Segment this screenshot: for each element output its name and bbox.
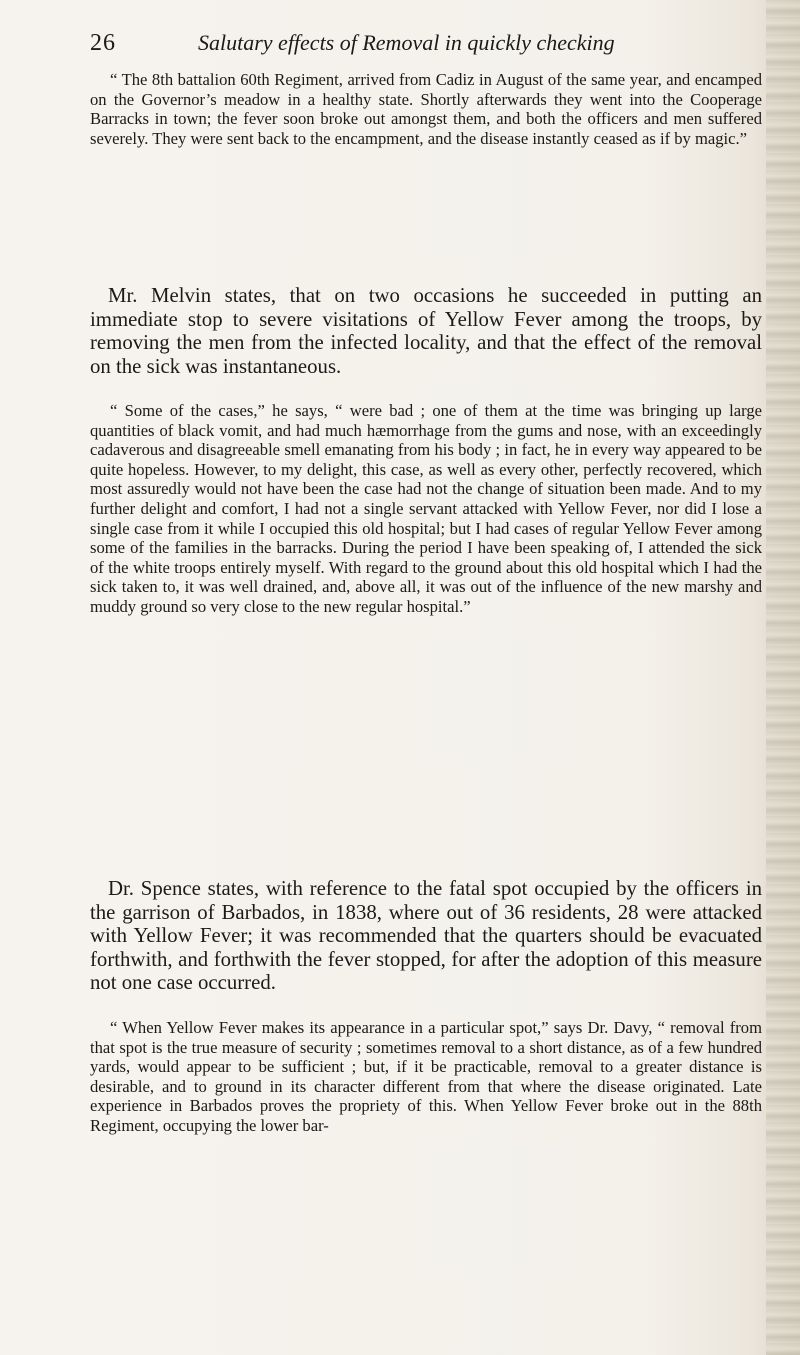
quote-paragraph-3: “ When Yellow Fever makes its appearance in a particular spot,” says Dr. Davy, “ removal from that spot is the true measure of security ; sometimes removal to a short distance, as of a few hundred yards, would appear to be sufficient ; but, if it be practicable, removal to a greater distance is desirable, and to ground in its character different from that where the disease originated. Late experience in Barbados proves the propriety of this. When Yellow Fever broke out in the 88th Regiment, occupying the lower bar- — [90, 1018, 762, 1135]
body-paragraph-melvin: Mr. Melvin states, that on two occasions he succeeded in putting an immediate stop to severe visitations of Yellow Fever among the troops, by removing the men from the infected locality, and that the effect of the removal on the sick was instantaneous. — [90, 284, 762, 378]
page-edge — [766, 0, 800, 1355]
page-number: 26 — [90, 30, 116, 56]
page-header — [0, 30, 800, 66]
body-paragraph-spence: Dr. Spence states, with reference to the fatal spot occupied by the officers in the garrison of Barbados, in 1838, where out of 36 residents, 28 were attacked with Yellow Fever; it was recommended that the quarters should be evacuated forthwith, and forthwith the fever stopped, for after the adoption of this measure not one case occurred. — [90, 877, 762, 995]
quote-paragraph-1: “ The 8th battalion 60th Regiment, arrived from Cadiz in August of the same year, and encamped on the Governor’s meadow in a healthy state. Shortly afterwards they went into the Cooperage Barracks in town; the fever soon broke out amongst them, and both the officers and men suffered severely. They were sent back to the encampment, and the disease instantly ceased as if by magic.” — [90, 70, 762, 148]
quote-paragraph-2: “ Some of the cases,” he says, “ were bad ; one of them at the time was bringing up large quantities of black vomit, and had much hæmorrhage from the gums and nose, with an exceedingly cadaverous and disagreeable smell emanating from his body ; in fact, he in every way appeared to be quite hopeless. However, to my delight, this case, as well as every other, perfectly recovered, which most assuredly would not have been the case had not the change of situation been made. And to my further delight and comfort, I had not a single servant attacked with Yellow Fever, nor did I lose a single case from it while I occupied this old hospital; but I had cases of regular Yellow Fever among some of the families in the barracks. During the period I have been speaking of, I attended the sick of the white troops entirely myself. With regard to the ground about this old hospital which I had the sick taken to, it was well drained, and, above all, it was out of the influence of the new marshy and muddy ground so very close to the new regular hospital.” — [90, 401, 762, 616]
running-title: Salutary effects of Removal in quickly checking — [198, 30, 615, 55]
